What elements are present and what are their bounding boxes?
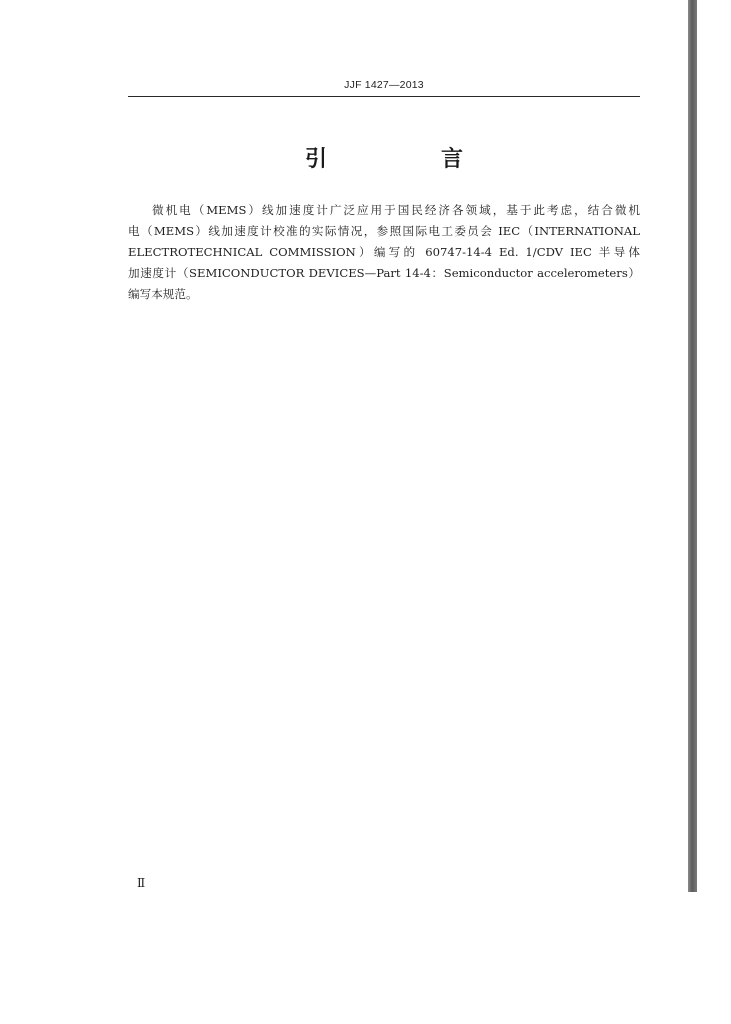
body-line: ELECTROTECHNICAL COMMISSION）编写的 60747-14-4 Ed. 1/CDV IEC 半导体: [128, 245, 640, 259]
header-rule: [128, 96, 640, 97]
body-line: 编写本规范。: [128, 287, 198, 301]
body-line: 电（MEMS）线加速度计校准的实际情况，参照国际电工委员会 IEC（INTERNATIONAL: [128, 224, 640, 238]
standard-code-header: JJF 1427—2013: [344, 79, 424, 91]
body-paragraph: [128, 200, 640, 305]
page-number: Ⅱ: [137, 876, 146, 890]
body-line: 微机电（MEMS）线加速度计广泛应用于国民经济各领域，基于此考虑，结合微机: [152, 203, 640, 217]
scan-edge-shadow: [688, 0, 697, 892]
body-line: 加速度计（SEMICONDUCTOR DEVICES—Part 14-4：Semiconductor accelerometers）: [128, 266, 640, 280]
page-title: 引 言: [304, 147, 509, 172]
